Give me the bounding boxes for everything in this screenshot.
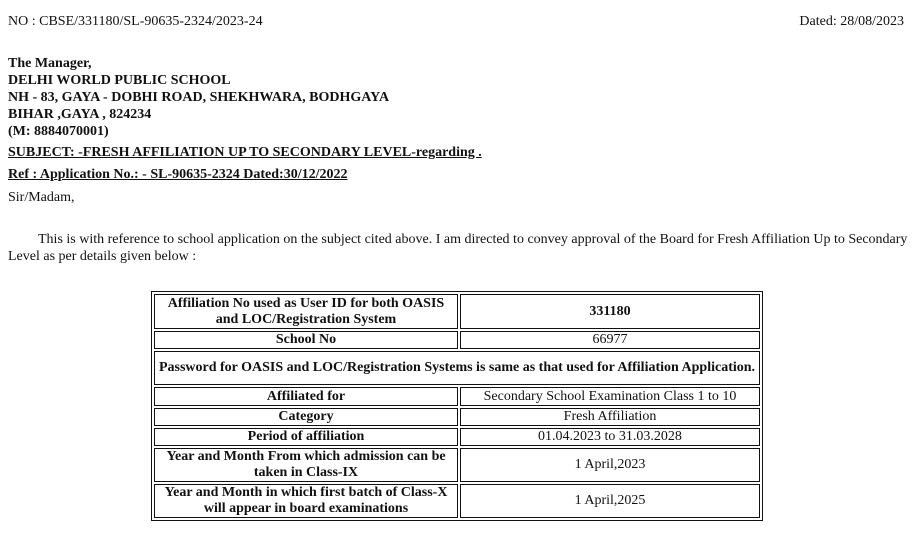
affiliated-for-value: Secondary School Examination Class 1 to 10 [460, 387, 760, 406]
table-row [154, 428, 760, 446]
table-row [154, 331, 760, 349]
table-row [154, 408, 760, 426]
admission-value: 1 April,2023 [460, 448, 760, 482]
address-line-5: (M: 8884070001) [8, 124, 109, 139]
affiliation-no-label: Affiliation No used as User ID for both OASIS and LOC/Registration System [154, 294, 458, 329]
category-label: Category [154, 408, 458, 426]
table-row [154, 448, 760, 482]
affiliated-for-label: Affiliated for [154, 387, 458, 406]
body-paragraph: This is with reference to school application on the subject cited above. I am directed to convey approval of the Board for Fresh Affiliation Up to Secondary Level as per details given below : [8, 232, 908, 264]
letter-date: Dated: 28/08/2023 [799, 14, 904, 29]
first-batch-value: 1 April,2025 [460, 484, 760, 518]
admission-label: Year and Month From which admission can be taken in Class-IX [154, 448, 458, 482]
first-batch-label: Year and Month in which first batch of Class-X will appear in board examinations [154, 484, 458, 518]
address-line-4: BIHAR ,GAYA , 824234 [8, 107, 152, 122]
password-note: Password for OASIS and LOC/Registration Systems is same as that used for Affiliation Application. [154, 351, 760, 385]
table-row [154, 351, 760, 385]
address-line-2: DELHI WORLD PUBLIC SCHOOL [8, 73, 231, 88]
application-reference: Ref : Application No.: - SL-90635-2324 Dated:30/12/2022 [8, 167, 348, 182]
affiliation-no-value: 331180 [460, 294, 760, 329]
affiliation-details-table [151, 291, 763, 521]
salutation: Sir/Madam, [8, 190, 75, 205]
period-value: 01.04.2023 to 31.03.2028 [460, 428, 760, 446]
period-label: Period of affiliation [154, 428, 458, 446]
address-line-1: The Manager, [8, 56, 92, 71]
subject-line: SUBJECT: -FRESH AFFILIATION UP TO SECONDARY LEVEL-regarding . [8, 145, 482, 160]
school-no-value: 66977 [460, 331, 760, 349]
table-row [154, 387, 760, 406]
category-value: Fresh Affiliation [460, 408, 760, 426]
table-row [154, 484, 760, 518]
recipient-address [8, 55, 389, 140]
address-line-3: NH - 83, GAYA - DOBHI ROAD, SHEKHWARA, BODHGAYA [8, 90, 390, 105]
letter-reference-number: NO : CBSE/331180/SL-90635-2324/2023-24 [8, 14, 263, 29]
table-row [154, 294, 760, 329]
school-no-label: School No [154, 331, 458, 349]
